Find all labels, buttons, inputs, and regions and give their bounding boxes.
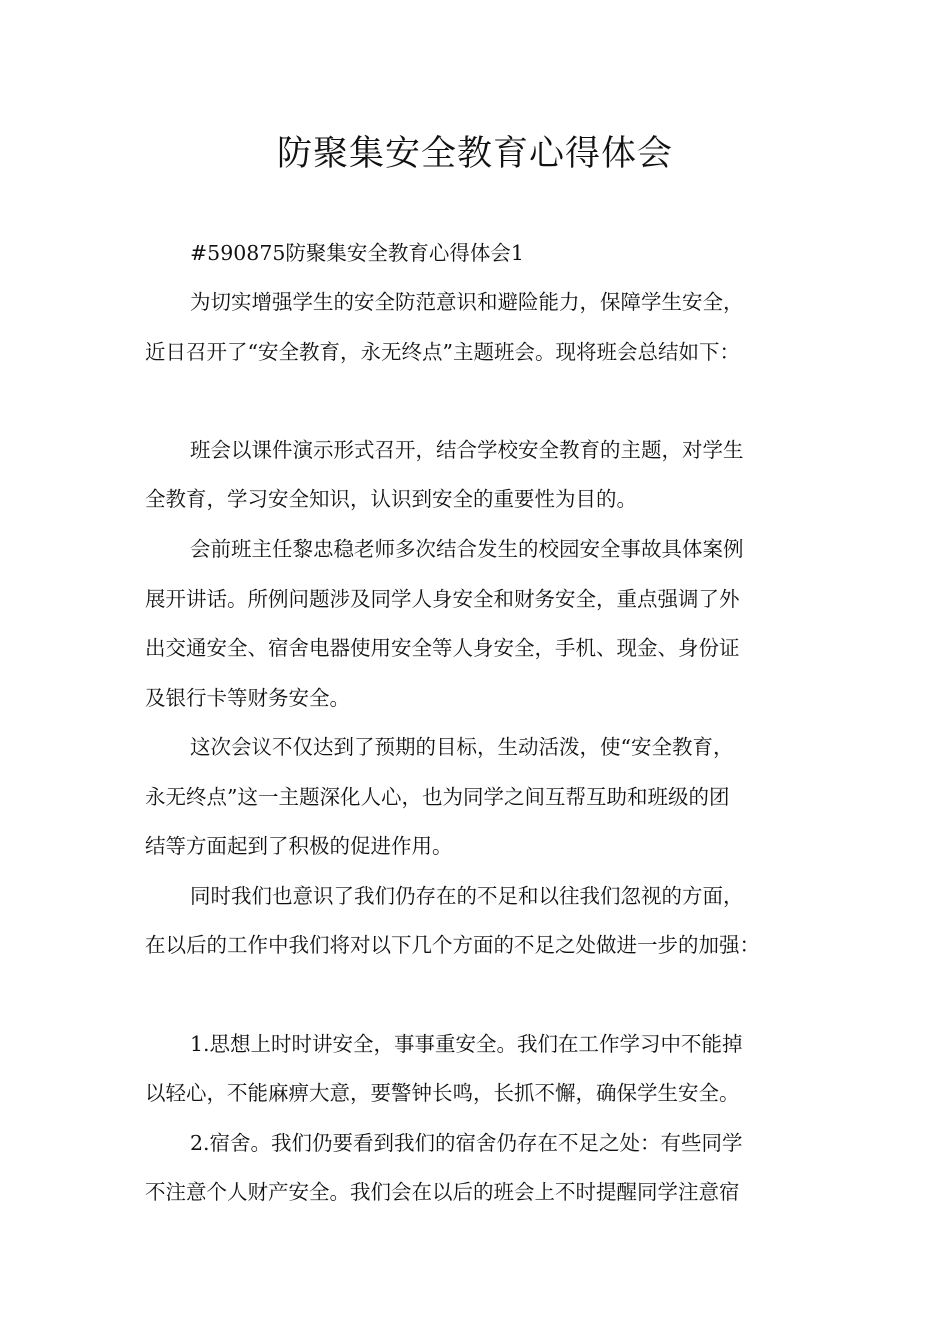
paragraph-line: 全教育，学习安全知识，认识到安全的重要性为目的。 bbox=[145, 487, 637, 511]
paragraph-line: 2.宿舍。我们仍要看到我们的宿舍仍存在不足之处：有些同学 bbox=[190, 1131, 743, 1155]
paragraph-line: 近日召开了“安全教育，永无终点”主题班会。现将班会总结如下： bbox=[145, 340, 740, 364]
paragraph-line: 不注意个人财产安全。我们会在以后的班会上不时提醒同学注意宿 bbox=[145, 1180, 740, 1204]
paragraph-line: 为切实增强学生的安全防范意识和避险能力，保障学生安全， bbox=[190, 290, 744, 314]
paragraph-line: 在以后的工作中我们将对以下几个方面的不足之处做进一步的加强： bbox=[145, 933, 760, 957]
paragraph-line: 以轻心，不能麻痹大意，要警钟长鸣，长抓不懈，确保学生安全。 bbox=[145, 1081, 740, 1105]
paragraph-line: 这次会议不仅达到了预期的目标，生动活泼，使“安全教育， bbox=[190, 735, 734, 759]
paragraph-line: 1.思想上时时讲安全，事事重安全。我们在工作学习中不能掉 bbox=[190, 1032, 743, 1056]
paragraph-line: 及银行卡等财务安全。 bbox=[145, 686, 350, 710]
paragraph-line: #590875防聚集安全教育心得体会1 bbox=[190, 241, 524, 265]
paragraph-line: 出交通安全、宿舍电器使用安全等人身安全，手机、现金、身份证 bbox=[145, 636, 740, 660]
paragraph-line: 永无终点”这一主题深化人心，也为同学之间互帮互助和班级的团 bbox=[145, 785, 730, 809]
paragraph-line: 同时我们也意识了我们仍存在的不足和以往我们忽视的方面， bbox=[190, 884, 744, 908]
paragraph-line: 结等方面起到了积极的促进作用。 bbox=[145, 834, 453, 858]
document-title: 防聚集安全教育心得体会 bbox=[276, 134, 673, 174]
paragraph-line: 展开讲话。所例问题涉及同学人身安全和财务安全，重点强调了外 bbox=[145, 587, 740, 611]
paragraph-line: 班会以课件演示形式召开，结合学校安全教育的主题，对学生 bbox=[190, 438, 744, 462]
paragraph-line: 会前班主任黎忠稳老师多次结合发生的校园安全事故具体案例 bbox=[190, 537, 744, 561]
